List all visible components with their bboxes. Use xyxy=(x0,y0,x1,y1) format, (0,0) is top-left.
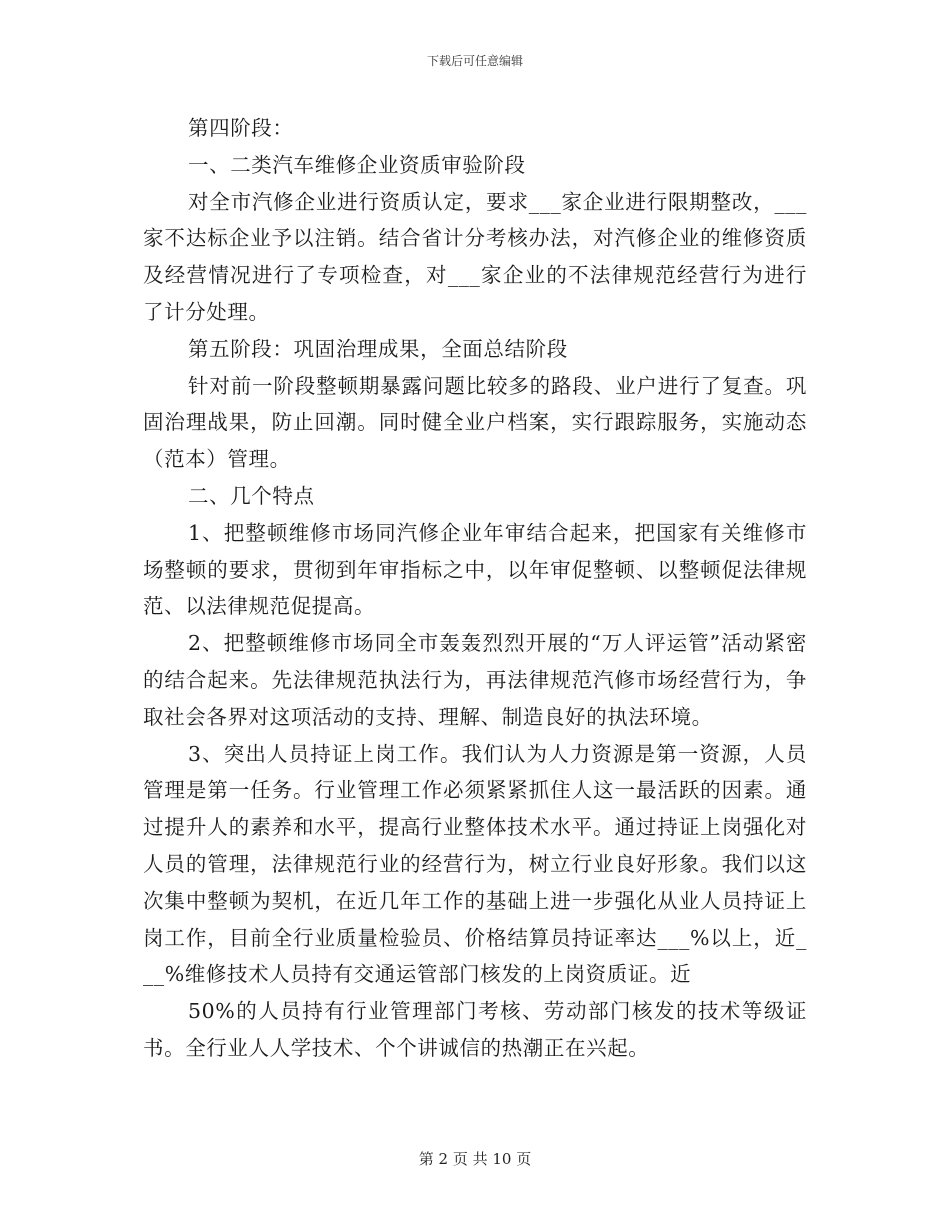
paragraph-qualification-review: 对全市汽修企业进行资质认定，要求___家企业进行限期整改，___家不达标企业予以注销。结合省计分考核办法，对汽修企业的维修资质及经营情况进行了专项检查，对___家企业的不法律规范经营行为进行了计分处理。 xyxy=(143,189,807,324)
paragraph-section-two-heading: 二、几个特点 xyxy=(188,483,315,508)
paragraph-feature-two: 2、把整顿维修市场同全市轰轰烈烈开展的“万人评运管”活动紧密的结合起来。先法律规范执法行为，再法律规范汽修市场经营行为，争取社会各界对这项活动的支持、理解、制造良好的执法环境。 xyxy=(143,631,807,729)
paragraph-stage-five: 第五阶段：巩固治理成果，全面总结阶段 xyxy=(188,336,568,361)
paragraph-recheck: 针对前一阶段整顿期暴露问题比较多的路段、业户进行了复查。巩固治理战果，防止回潮。同时健全业户档案，实行跟踪服务，实施动态（范本）管理。 xyxy=(143,373,807,472)
paragraph-stage-four: 第四阶段： xyxy=(188,116,294,140)
paragraph-certification-rate: 50%的人员持有行业管理部门考核、劳动部门核发的技术等级证书。全行业人人学技术、个个讲诚信的热潮正在兴起。 xyxy=(143,999,807,1060)
paragraph-feature-three: 3、突出人员持证上岗工作。我们认为人力资源是第一资源，人员管理是第一任务。行业管理工作必须紧紧抓住人这一最活跃的因素。通过提升人的素养和水平，提高行业整体技术水平。通过持证上岗强化对人员的管理，法律规范行业的经营行为，树立行业良好形象。我们以这次集中整顿为契机，在近几年工作的基础上进一步强化从业人员持证上岗工作，目前全行业质量检验员、价格结算员持证率达___%以上，近___%维修技术人员持有交通运管部门核发的上岗资质证。近 xyxy=(143,741,807,987)
page-header: 下载后可任意编辑 xyxy=(426,54,523,68)
paragraph-feature-one: 1、把整顿维修市场同汽修企业年审结合起来，把国家有关维修市场整顿的要求，贯彻到年审指标之中，以年审促整顿、以整顿促法律规范、以法律规范促提高。 xyxy=(143,520,807,619)
paragraph-section-one-heading: 一、二类汽车维修企业资质审验阶段 xyxy=(188,152,526,177)
document-body xyxy=(143,110,807,1067)
page-footer: 第 2 页 共 10 页 xyxy=(418,1150,532,1168)
